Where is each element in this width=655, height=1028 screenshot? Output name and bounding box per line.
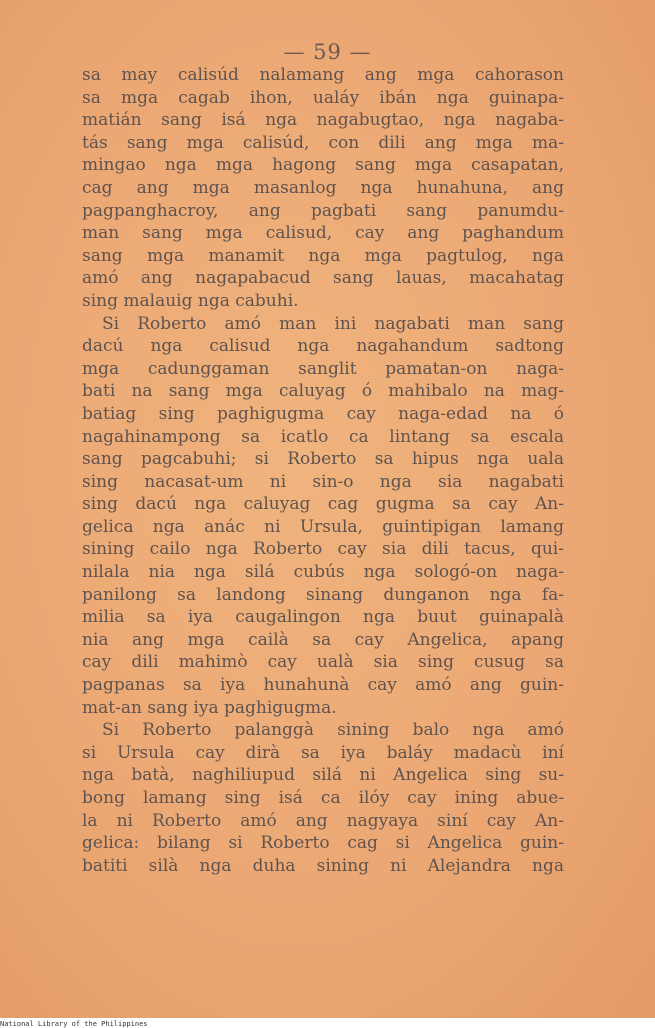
text-line: sing malauig nga cabuhi.	[82, 290, 299, 311]
text-line: bong lamang sing isá ca ilóy cay ining abue-	[82, 788, 564, 808]
text-line: sing dacú nga caluyag cag gugma sa cay An-	[82, 494, 564, 515]
library-credit: National Library of the Philippines	[0, 1020, 148, 1028]
paragraph-start-line: Si Roberto palanggà sining balo nga amó	[102, 720, 564, 741]
text-line: sang mga manamit nga mga pagtulog, nga	[82, 245, 564, 266]
text-line: si Ursula cay dirà sa iya baláy madacù iní	[82, 742, 564, 763]
text-line: batiti silà nga duha sining ni Alejandra nga	[82, 855, 564, 876]
text-line: pagpanas sa iya hunahunà cay amó ang guin-	[82, 675, 564, 696]
text-line: man sang mga calisud, cay ang paghandum	[82, 223, 564, 244]
text-line: sining cailo nga Roberto cay sia dili tacus, qui-	[82, 539, 564, 560]
text-line: nilala nia nga silá cubús nga sologó-on naga-	[82, 562, 564, 583]
text-line: mat-an sang iya paghigugma.	[82, 697, 337, 718]
text-line: sing nacasat-um ni sin-o nga sia nagabati	[82, 471, 564, 492]
text-line: batiag sing paghigugma cay naga-edad na ó	[82, 403, 564, 424]
text-line: matián sang isá nga nagabugtao, nga nagaba-	[82, 110, 564, 131]
body-text	[82, 64, 564, 877]
text-line: bati na sang mga caluyag ó mahibalo na mag-	[82, 381, 564, 402]
text-line: nagahinampong sa icatlo ca lintang sa escala	[82, 426, 564, 447]
text-line: sa may calisúd nalamang ang mga cahorason	[82, 65, 564, 85]
text-line: tás sang mga calisúd, con dili ang mga ma-	[82, 132, 564, 153]
text-line: cay dili mahimò cay ualà sia sing cusug sa	[82, 652, 564, 673]
paragraph-start-line: Si Roberto amó man ini nagabati man sang	[102, 313, 564, 334]
text-line: nga batà, naghiliupud silá ni Angelica sing su-	[82, 765, 564, 786]
text-line: panilong sa landong sinang dunganon nga fa-	[82, 584, 564, 605]
text-line: sa mga cagab ihon, ualáy ibán nga guinapa-	[82, 87, 564, 108]
text-line: gelica: bilang si Roberto cag si Angelica guin-	[82, 833, 564, 854]
text-line: cag ang mga masanlog nga hunahuna, ang	[82, 177, 564, 198]
text-line: gelica nga anác ni Ursula, guintipigan lamang	[82, 516, 564, 537]
page-number: — 59 —	[283, 40, 372, 64]
text-line: sang pagcabuhi; si Roberto sa hipus nga uala	[82, 449, 564, 470]
text-line: milia sa iya caugalingon nga buut guinapalà	[82, 607, 564, 628]
text-line: mingao nga mga hagong sang mga casapatan,	[82, 155, 564, 176]
text-line: nia ang mga cailà sa cay Angelica, apang	[82, 629, 564, 650]
text-line: amó ang nagapabacud sang lauas, macahatag	[82, 268, 564, 289]
text-line: mga cadunggaman sanglit pamatan-on naga-	[82, 358, 564, 379]
text-line: la ni Roberto amó ang nagyaya siní cay An-	[82, 810, 564, 831]
text-line: dacú nga calisud nga nagahandum sadtong	[82, 336, 564, 357]
text-line: pagpanghacroy, ang pagbati sang panumdu-	[82, 200, 564, 221]
